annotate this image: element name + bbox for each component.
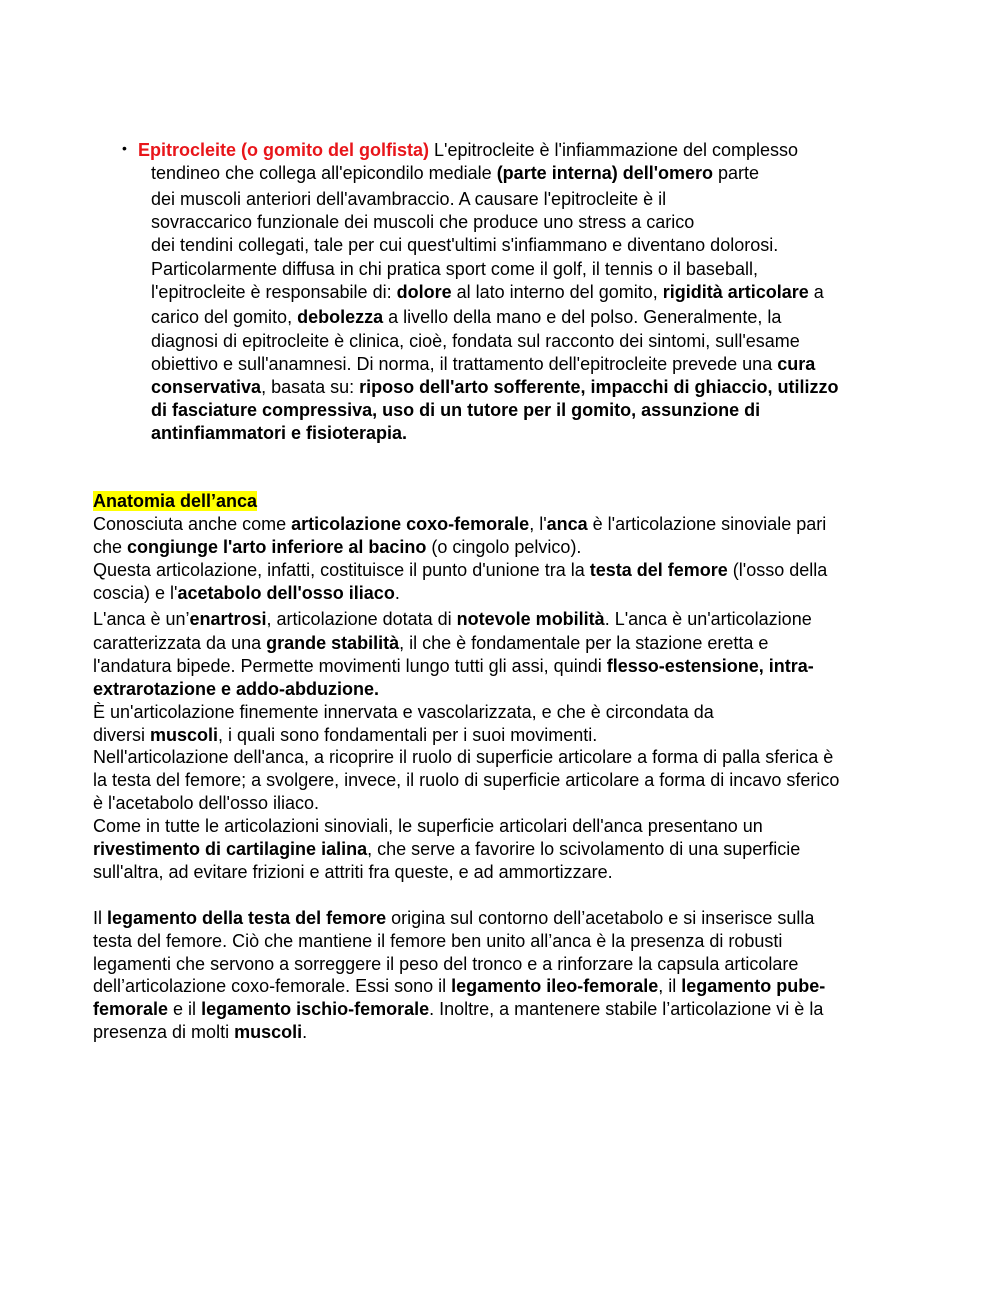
bullet-line: conservativa, basata su: riposo dell'arto sofferente, impacchi di ghiaccio, utilizzo <box>151 377 839 397</box>
paragraph-line: testa del femore. Ciò che mantiene il femore ben unito all’anca è la presenza di robusti <box>93 931 783 951</box>
paragraph-line: Come in tutte le articolazioni sinoviali, le superficie articolari dell'anca presentano un <box>93 816 763 836</box>
paragraph-line: caratterizzata da una grande stabilità, il che è fondamentale per la stazione eretta e <box>93 633 769 653</box>
paragraph-line: la testa del femore; a svolgere, invece, il ruolo di superficie articolare a forma di incavo sferico <box>93 770 840 790</box>
paragraph-line: presenza di molti muscoli. <box>93 1022 308 1042</box>
bullet-title: Epitrocleite (o gomito del golfista) <box>138 140 430 160</box>
paragraph-line: coscia) e l'acetabolo dell'osso iliaco. <box>93 583 400 603</box>
paragraph-line: legamenti che servono a sorreggere il peso del tronco e a rinforzare la capsula articolare <box>93 954 799 974</box>
bullet-line: Particolarmente diffusa in chi pratica sport come il golf, il tennis o il baseball, <box>151 259 758 279</box>
bullet-line: Epitrocleite (o gomito del golfista) L'epitrocleite è l'infiammazione del complesso <box>138 140 799 160</box>
paragraph-line: diversi muscoli, i quali sono fondamentali per i suoi movimenti. <box>93 725 598 745</box>
bullet-line: tendineo che collega all'epicondilo mediale (parte interna) dell'omero parte <box>151 163 760 183</box>
paragraph-line: L'anca è un’enartrosi, articolazione dotata di notevole mobilità. L'anca è un'articolazione <box>93 609 812 629</box>
section-heading: Anatomia dell’anca <box>93 491 258 511</box>
paragraph-line: dell’articolazione coxo-femorale. Essi sono il legamento ileo-femorale, il legamento pube- <box>93 976 826 996</box>
paragraph-line: È un'articolazione finemente innervata e vascolarizzata, e che è circondata da <box>93 702 714 722</box>
bullet-line: diagnosi di epitrocleite è clinica, cioè, fondata sul racconto dei sintomi, sull'esame <box>151 331 800 351</box>
paragraph-line: che congiunge l'arto inferiore al bacino (o cingolo pelvico). <box>93 537 582 557</box>
paragraph-line: l'andatura bipede. Permette movimenti lungo tutti gli assi, quindi flesso-estensione, intra- <box>93 656 814 676</box>
paragraph-line: rivestimento di cartilagine ialina, che serve a favorire lo scivolamento di una superficie <box>93 839 801 859</box>
paragraph-line: femorale e il legamento ischio-femorale. Inoltre, a mantenere stabile l’articolazione vi è la <box>93 999 824 1019</box>
paragraph-line: è l'acetabolo dell'osso iliaco. <box>93 793 320 813</box>
bullet-line: carico del gomito, debolezza a livello della mano e del polso. Generalmente, la <box>151 307 782 327</box>
bullet-line: sovraccarico funzionale dei muscoli che produce uno stress a carico <box>151 212 695 232</box>
bullet-line: obiettivo e sull'anamnesi. Di norma, il trattamento dell'epitrocleite prevede una cura <box>151 354 816 374</box>
bullet-icon: • <box>122 140 127 156</box>
paragraph-line: Il legamento della testa del femore origina sul contorno dell’acetabolo e si inserisce sulla <box>93 908 815 928</box>
bullet-line: l'epitrocleite è responsabile di: dolore al lato interno del gomito, rigidità articolare a <box>151 282 824 302</box>
paragraph-line: Conosciuta anche come articolazione coxo-femorale, l'anca è l'articolazione sinoviale pari <box>93 514 827 534</box>
paragraph-line: sull'altra, ad evitare frizioni e attriti fra queste, e ad ammortizzare. <box>93 862 613 882</box>
bullet-line: di fasciature compressiva, uso di un tutore per il gomito, assunzione di <box>151 400 761 420</box>
bullet-line: antinfiammatori e fisioterapia. <box>151 423 408 443</box>
bullet-line: dei tendini collegati, tale per cui quest'ultimi s'infiammano e diventano dolorosi. <box>151 235 779 255</box>
paragraph-line: Nell'articolazione dell'anca, a ricoprire il ruolo di superficie articolare a forma di palla sferica è <box>93 747 834 767</box>
bullet-line: dei muscoli anteriori dell'avambraccio. A causare l'epitrocleite è il <box>151 189 667 209</box>
paragraph-line: extrarotazione e addo-abduzione. <box>93 679 380 699</box>
paragraph-line: Questa articolazione, infatti, costituisce il punto d'unione tra la testa del femore (l'osso della <box>93 560 828 580</box>
